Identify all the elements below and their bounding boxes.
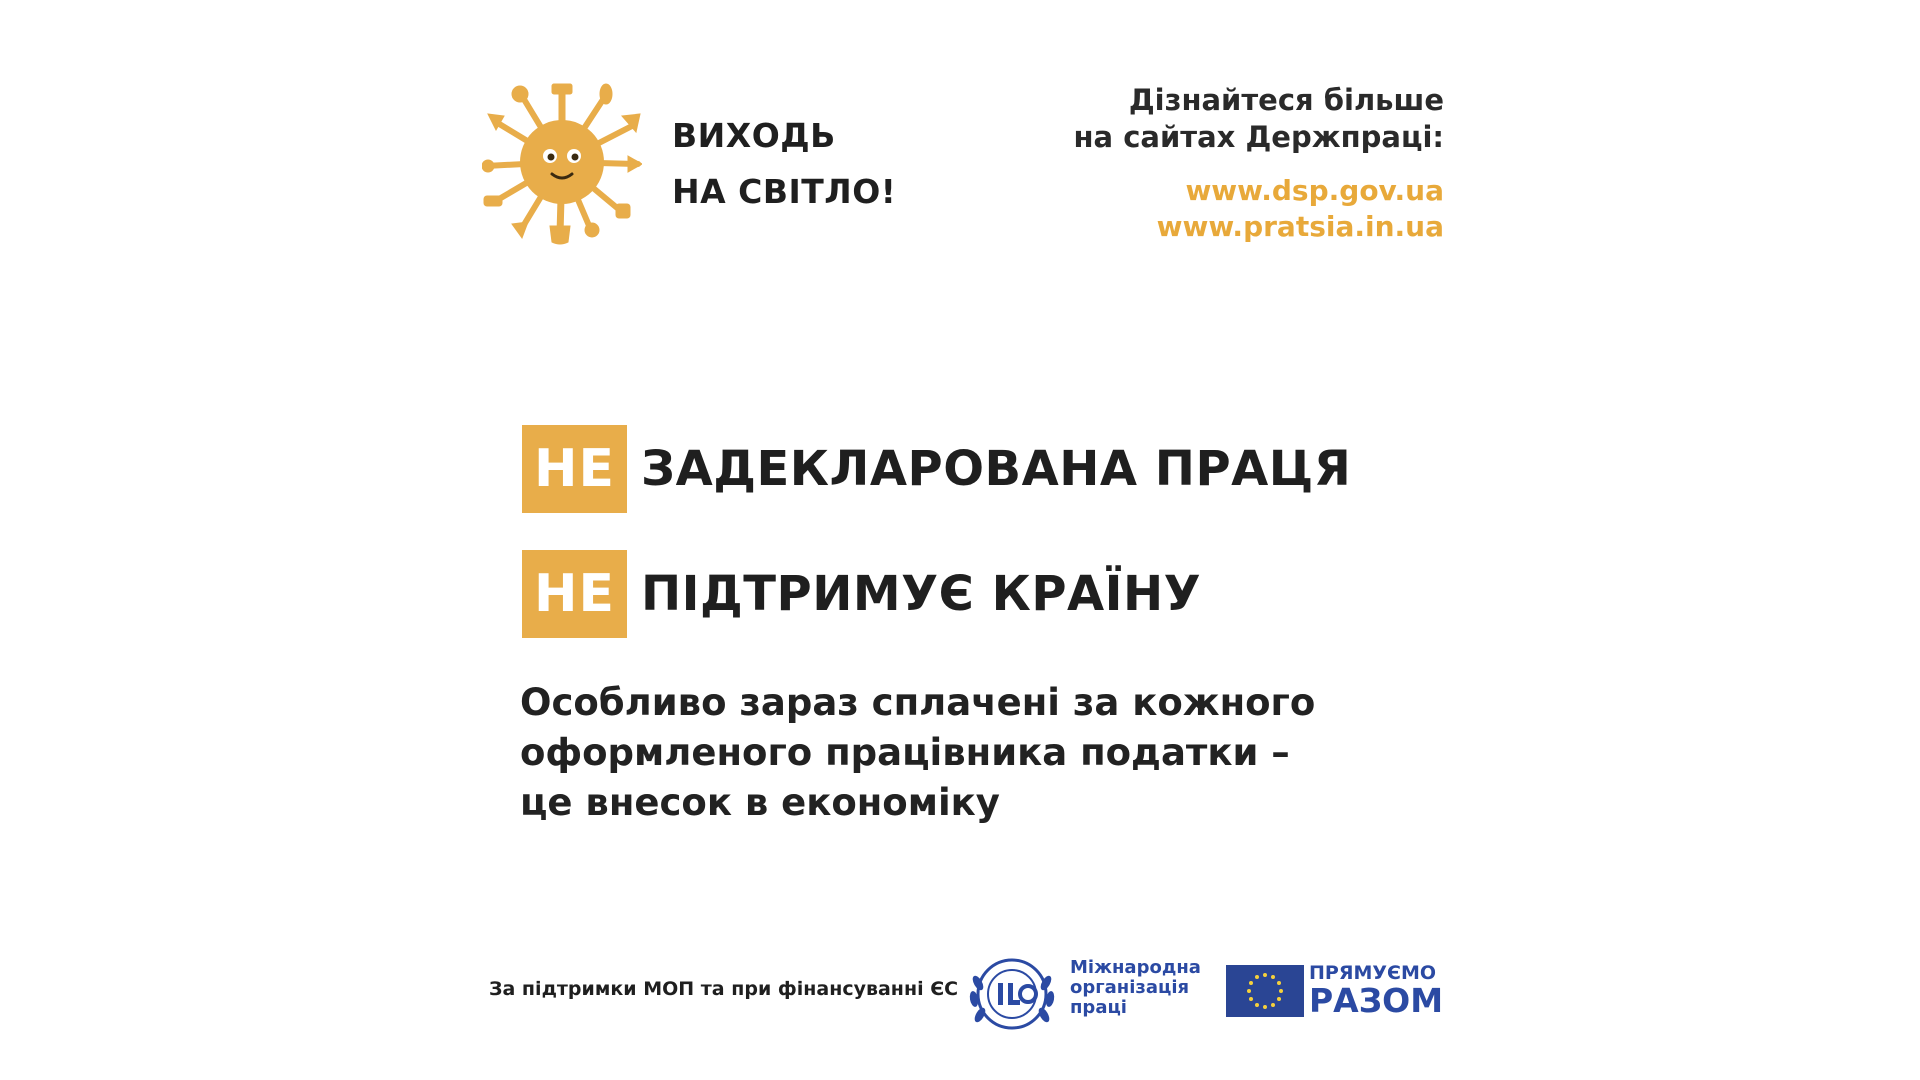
body-line: це внесок в економіку [520, 781, 1000, 824]
ilo-name-line1: Міжнародна [1070, 957, 1201, 978]
sun-with-tools-icon [482, 78, 642, 246]
headline-text: ЗАДЕКЛАРОВАНА ПРАЦЯ [641, 441, 1352, 497]
footer-support-text: За підтримки МОП та при фінансуванні ЄС [489, 978, 959, 1000]
campaign-title [672, 108, 896, 220]
link-pratsia[interactable]: www.pratsia.in.ua [1156, 210, 1444, 243]
ilo-name-line2: організація [1070, 977, 1190, 998]
info-heading-line2: на сайтах Держпраці: [1073, 120, 1444, 154]
campaign-title-line1: ВИХОДЬ [672, 116, 836, 155]
info-heading [1074, 82, 1444, 156]
ilo-logo-icon [966, 953, 1058, 1035]
eu-flag-icon [1226, 965, 1304, 1017]
link-dsp[interactable]: www.dsp.gov.ua [1185, 174, 1444, 207]
headline-row [522, 425, 1351, 513]
ilo-name [1070, 958, 1201, 1018]
info-block [1074, 82, 1444, 245]
info-links [1074, 173, 1444, 245]
ne-badge: НЕ [522, 425, 627, 513]
headline-row [522, 550, 1201, 638]
body-line: оформленого працівника податки – [520, 731, 1290, 774]
campaign-title-line2: НА СВІТЛО! [672, 172, 897, 211]
partner-line2: РАЗОМ [1309, 981, 1444, 1020]
partner-line1: ПРЯМУЄМО [1309, 962, 1437, 984]
partner-logo [1309, 962, 1443, 1018]
ilo-name-line3: праці [1070, 997, 1127, 1018]
body-line: Особливо зараз сплачені за кожного [520, 681, 1316, 724]
headline-text: ПІДТРИМУЄ КРАЇНУ [641, 566, 1202, 622]
info-heading-line1: Дізнайтеся більше [1128, 83, 1444, 117]
body-paragraph [520, 678, 1420, 828]
ne-badge: НЕ [522, 550, 627, 638]
